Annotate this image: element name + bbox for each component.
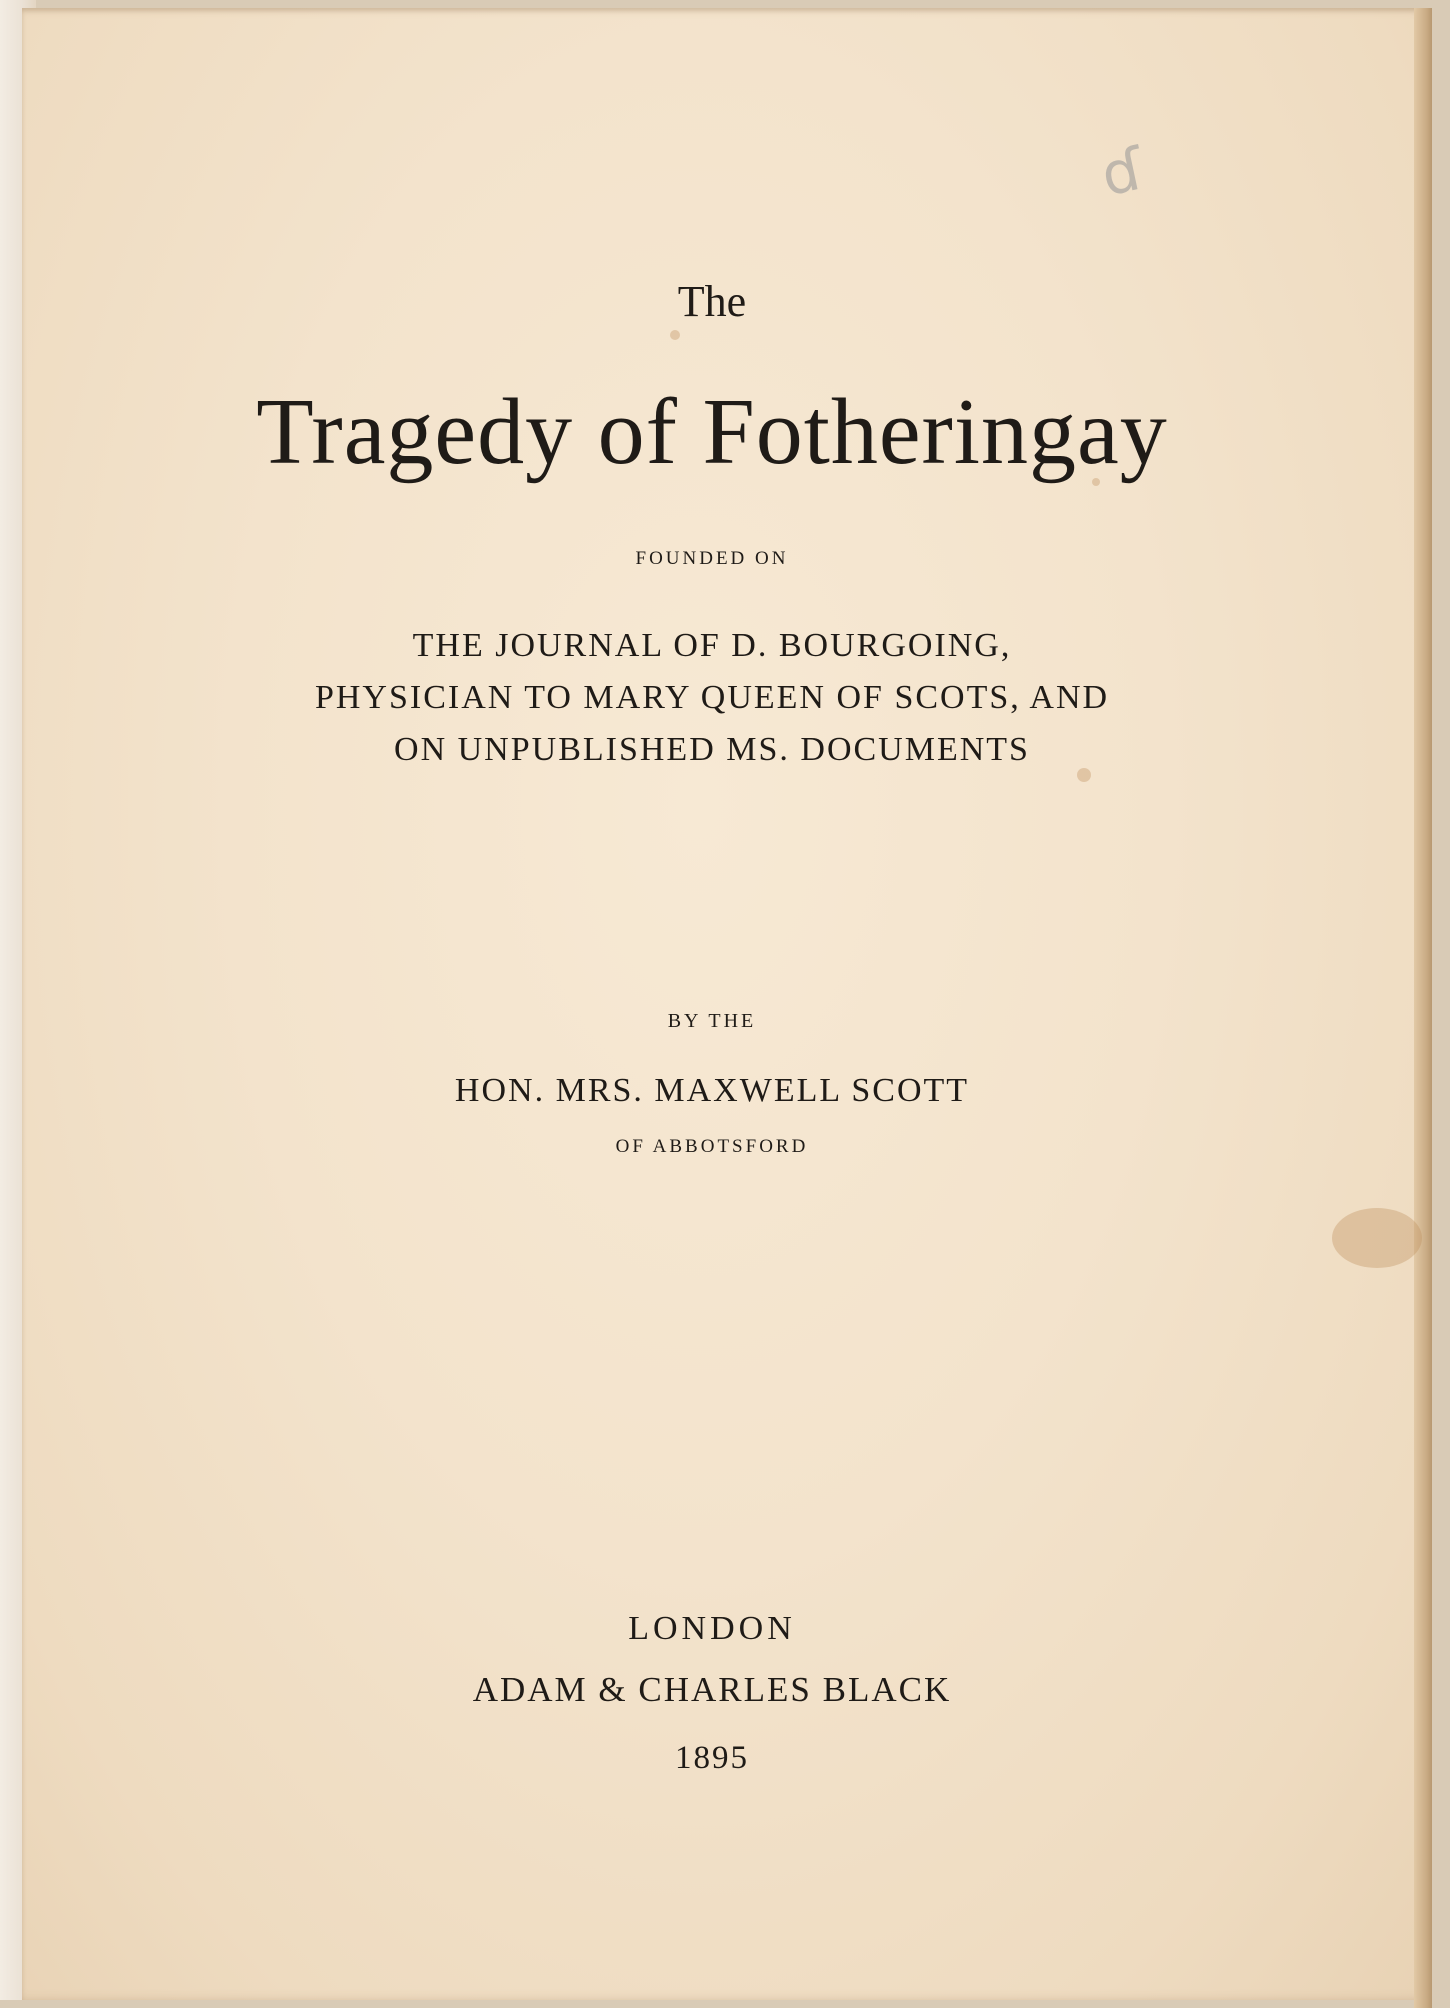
author-affiliation: OF ABBOTSFORD (615, 1136, 809, 1157)
title-page (22, 8, 1432, 2000)
author-name: HON. MRS. MAXWELL SCOTT (454, 1072, 970, 1109)
foxing-spot (670, 330, 680, 340)
subtitle-line: PHYSICIAN TO MARY QUEEN OF SCOTS, AND (314, 679, 1110, 716)
subtitle-line: THE JOURNAL OF D. BOURGOING, (412, 627, 1012, 664)
publication-year: 1895 (675, 1740, 749, 1776)
publication-city: LONDON (628, 1610, 796, 1647)
subtitle (22, 620, 1402, 776)
founded-on-label: FOUNDED ON (635, 548, 789, 569)
page-edge (1414, 8, 1432, 2008)
by-line: BY THE (667, 1010, 757, 1032)
book-title: Tragedy of Fotheringay (256, 380, 1168, 484)
pencil-mark: ɗ (1095, 134, 1150, 210)
foxing-spot (1332, 1208, 1422, 1268)
publisher-name: ADAM & CHARLES BLACK (472, 1670, 952, 1709)
title-article: The (677, 277, 747, 326)
subtitle-line: ON UNPUBLISHED MS. DOCUMENTS (394, 731, 1030, 768)
